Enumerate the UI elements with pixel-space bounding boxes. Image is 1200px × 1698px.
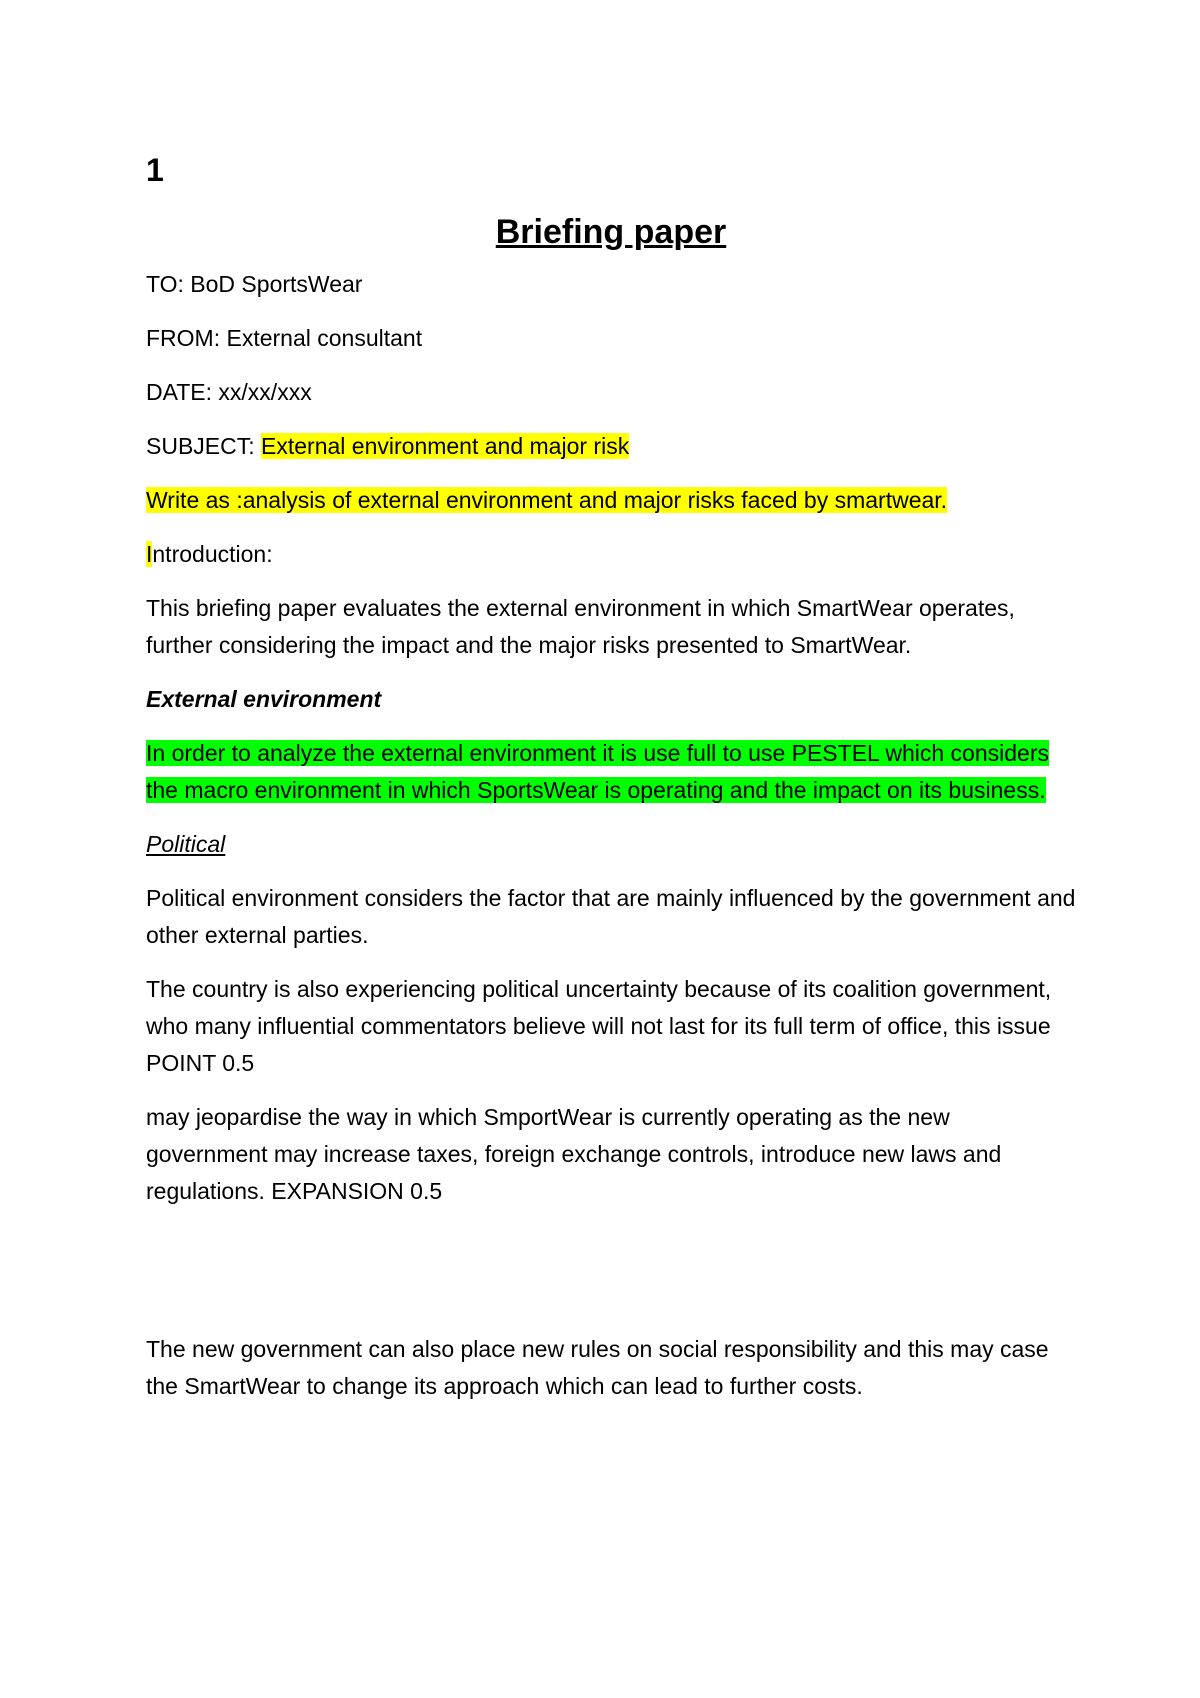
instruction-line (146, 482, 1076, 519)
page-number: 1 (146, 152, 164, 188)
memo-to: TO: BoD SportsWear (146, 271, 363, 297)
document-content (146, 150, 1076, 1422)
memo-subject-label: SUBJECT: (146, 433, 262, 459)
political-paragraph: may jeopardise the way in which SmportWear is currently operating as the new government may increase taxes, foreign exchange controls, introduce new laws and regulations. EXPANSION 0.5 (146, 1104, 1002, 1204)
introduction-body: This briefing paper evaluates the external environment in which SmartWear operates, further considering the impact and the major risks presented to SmartWear. (146, 595, 1015, 658)
political-paragraph: The new government can also place new rules on social responsibility and this may case the SmartWear to change its approach which can lead to further costs. (146, 1336, 1049, 1399)
instruction-text: Write as :analysis of external environment and major risks faced by smartwear. (146, 487, 948, 513)
external-environment-intro (146, 735, 1076, 809)
external-environment-heading: External environment (146, 686, 382, 712)
memo-subject-value: External environment and major risk (261, 433, 630, 459)
introduction-heading-rest: ntroduction: (152, 541, 273, 567)
memo-subject (146, 428, 1076, 465)
memo-date: DATE: xx/xx/xxx (146, 379, 312, 405)
introduction-heading-first-letter: I (146, 541, 153, 567)
blank-space (146, 1227, 1076, 1331)
external-environment-intro-text: In order to analyze the external environment it is use full to use PESTEL which considers the macro environment in which SportsWear is operating and the impact on its business. (146, 740, 1049, 803)
political-paragraph: The country is also experiencing political uncertainty because of its coalition government, who many influential commentators believe will not last for its full term of office, this issue POINT 0.5 (146, 976, 1052, 1076)
political-paragraph: Political environment considers the factor that are mainly influenced by the government and other external parties. (146, 885, 1076, 948)
document-title: Briefing paper (495, 213, 727, 251)
political-heading: Political (146, 831, 226, 857)
memo-from: FROM: External consultant (146, 325, 423, 351)
introduction-heading (146, 536, 1076, 573)
